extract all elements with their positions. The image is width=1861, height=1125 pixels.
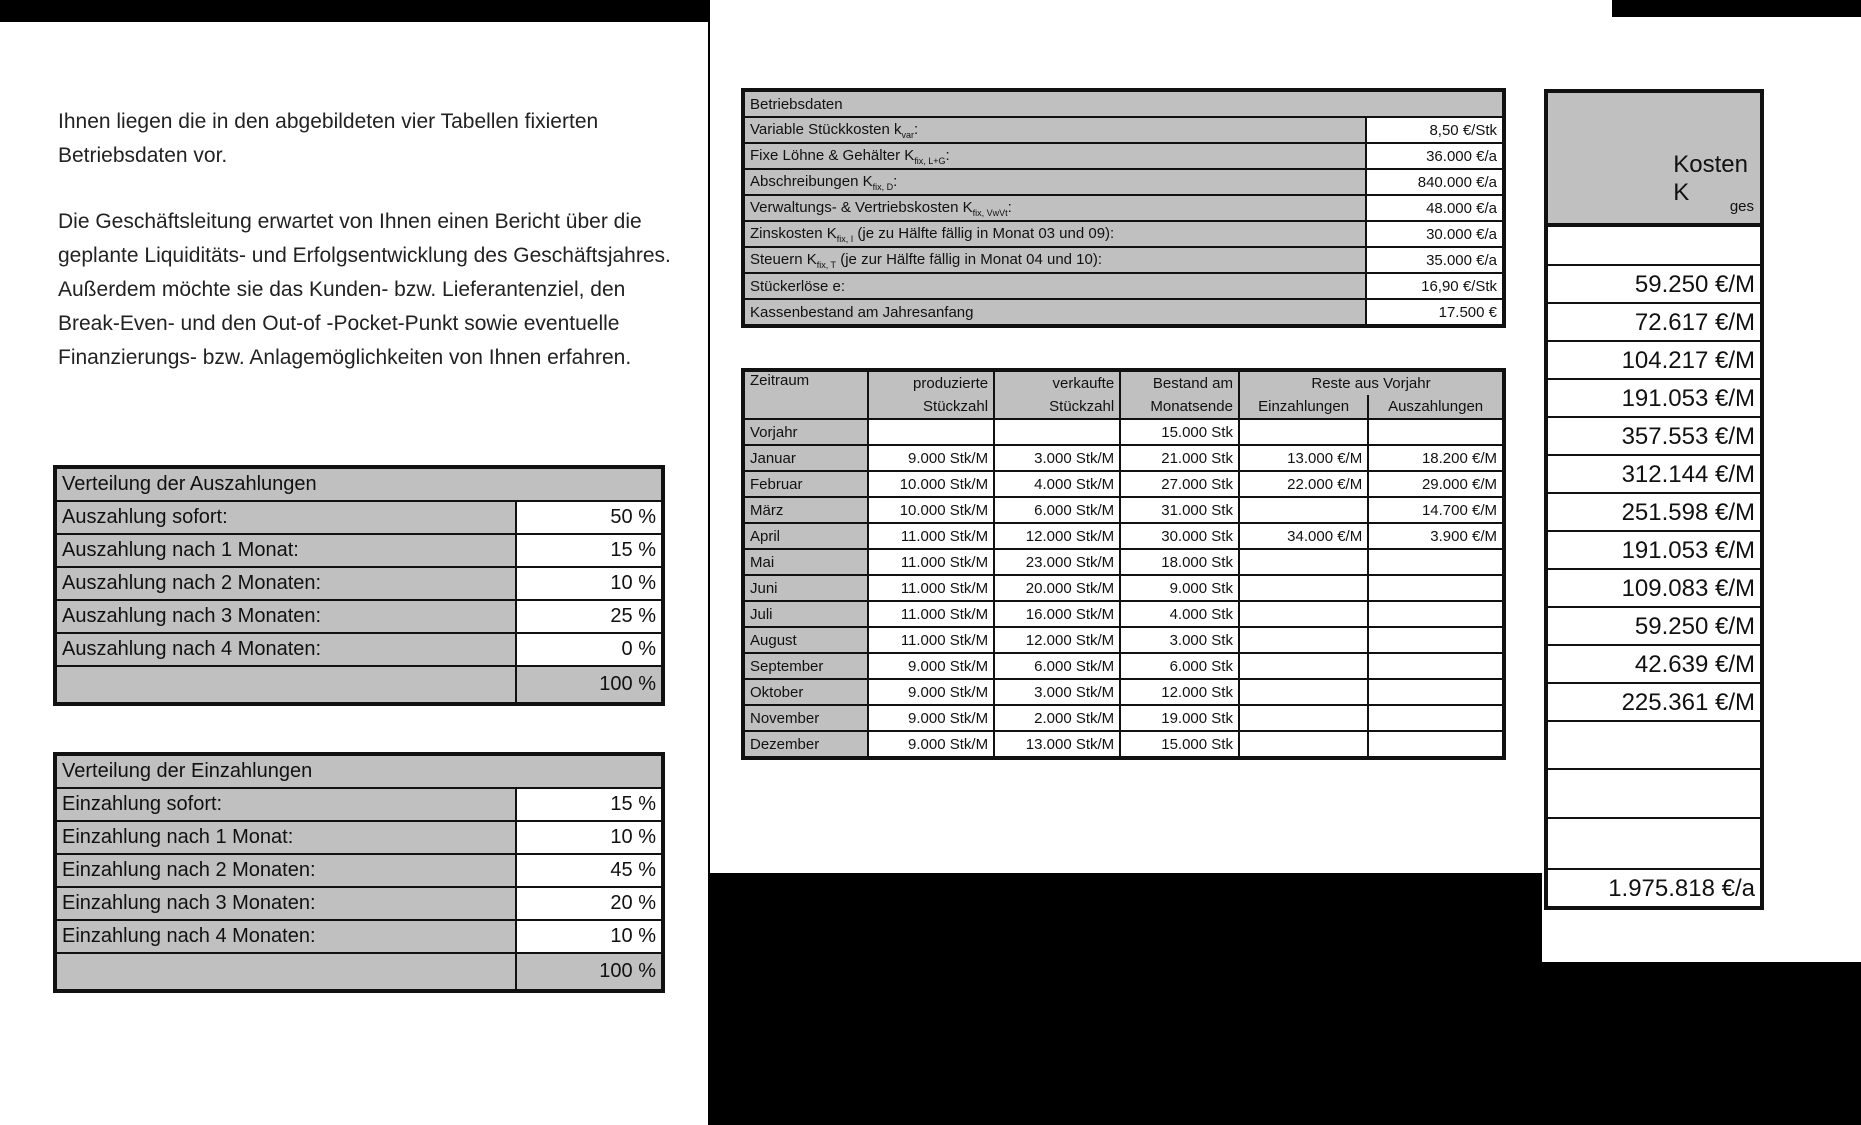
in-cell [1239,653,1368,679]
row-value: 15 % [516,788,663,821]
table-row [743,471,1504,497]
out-cell: 18.200 €/M [1368,445,1504,471]
table-row [743,601,1504,627]
in-cell: 22.000 €/M [1239,471,1368,497]
sold-cell: 23.000 Stk/M [994,549,1120,575]
intro-paragraph-2: Die Geschäftsleitung erwartet von Ihnen einen Bericht über die geplante Liquiditäts- und Erfolgsentwicklung des Geschäftsjahres. Außerdem möchte sie das Kunden- bzw. Lieferantenziel, den Break-Even- und den Out-of -Pocket-Punkt sowie eventuelle Finanzierungs- bzw. Anlagemöglichkeiten von Ihnen erfahren. [58,210,671,369]
auszahlungen-total: 100 % [516,666,663,704]
row-label: Stückerlöse e: [743,273,1366,299]
table-row [55,534,663,567]
in-cell: 34.000 €/M [1239,523,1368,549]
row-label: Auszahlung nach 2 Monaten: [55,567,516,600]
label-text: Zinskosten K [750,224,837,242]
month-cell: Dezember [743,731,868,758]
row-value: 17.500 € [1366,299,1504,326]
table-row [743,117,1504,143]
kosten-cell [1548,227,1760,266]
month-cell: April [743,523,868,549]
row-label: Kassenbestand am Jahresanfang [743,299,1366,326]
month-cell: März [743,497,868,523]
row-value: 8,50 €/Stk [1366,117,1504,143]
out-cell [1368,575,1504,601]
table-row [743,575,1504,601]
prod-cell: 11.000 Stk/M [868,549,994,575]
in-cell [1239,549,1368,575]
row-value: 10 % [516,821,663,854]
table-row [743,679,1504,705]
row-label: Einzahlung nach 2 Monaten: [55,854,516,887]
month-cell: Mai [743,549,868,575]
label-text: Fixe Löhne & Gehälter K [750,146,915,164]
sold-cell: 20.000 Stk/M [994,575,1120,601]
kosten-cell: 191.053 €/M [1548,532,1760,570]
kosten-cell: 42.639 €/M [1548,646,1760,684]
month-cell: September [743,653,868,679]
table-row [743,731,1504,758]
table-row [743,445,1504,471]
label-sub: fix, L+G [914,155,946,166]
label-sub: fix, D [872,181,894,192]
monthly-body [743,419,1504,758]
month-cell: Juli [743,601,868,627]
table-row [743,653,1504,679]
table-row [743,705,1504,731]
stock-cell: 19.000 Stk [1120,705,1239,731]
table-row [743,221,1504,247]
out-cell: 3.900 €/M [1368,523,1504,549]
monthly-table [741,368,1506,760]
row-label [743,143,1366,169]
row-label: Auszahlung nach 1 Monat: [55,534,516,567]
sold-cell: 3.000 Stk/M [994,445,1120,471]
header-zeitraum: Zeitraum [743,370,868,419]
table-row [55,633,663,666]
out-cell: 29.000 €/M [1368,471,1504,497]
table-row [55,600,663,633]
table-row [743,247,1504,273]
table-row [55,887,663,920]
in-cell [1239,419,1368,445]
stock-cell: 30.000 Stk [1120,523,1239,549]
row-label [743,221,1366,247]
prod-cell: 9.000 Stk/M [868,679,994,705]
prod-cell: 11.000 Stk/M [868,575,994,601]
kosten-table [1544,89,1764,910]
label-sub: fix, VwVt [972,207,1008,218]
kosten-cell: 59.250 €/M [1548,608,1760,646]
row-label [743,247,1366,273]
prod-cell: 9.000 Stk/M [868,731,994,758]
header-prod-1: produzierte [868,370,994,395]
total-label [55,953,516,991]
label-suffix: : [913,120,919,138]
row-value: 50 % [516,501,663,534]
month-cell: Juni [743,575,868,601]
table-row [743,169,1504,195]
label-suffix: : [893,172,898,190]
table-row [743,497,1504,523]
row-value: 16,90 €/Stk [1366,273,1504,299]
kosten-header-label [1673,151,1754,215]
in-cell [1239,575,1368,601]
in-cell [1239,731,1368,758]
table-row [743,627,1504,653]
kosten-cell: 251.598 €/M [1548,494,1760,532]
out-cell [1368,679,1504,705]
label-text: Steuern K [750,250,817,268]
month-cell: Januar [743,445,868,471]
header-best-2: Monatsende [1120,395,1239,419]
sold-cell: 12.000 Stk/M [994,627,1120,653]
prod-cell: 10.000 Stk/M [868,497,994,523]
stock-cell: 15.000 Stk [1120,731,1239,758]
einzahlungen-total: 100 % [516,953,663,991]
prod-cell: 11.000 Stk/M [868,523,994,549]
intro-paragraph-1: Ihnen liegen die in den abgebildeten vier Tabellen fixierten Betriebsdaten vor. [58,110,599,167]
row-label [743,117,1366,143]
row-value: 25 % [516,600,663,633]
kosten-cell: 191.053 €/M [1548,380,1760,418]
kosten-header-sub: ges [1729,198,1754,215]
label-suffix: (je zu Hälfte fällig in Monat 03 und 09): [853,224,1115,242]
sold-cell: 12.000 Stk/M [994,523,1120,549]
sold-cell: 2.000 Stk/M [994,705,1120,731]
row-value: 15 % [516,534,663,567]
auszahlungen-title: Verteilung der Auszahlungen [55,467,663,501]
auszahlungen-table [53,465,665,706]
kosten-cell [1548,722,1760,770]
row-value: 48.000 €/a [1366,195,1504,221]
prod-cell: 9.000 Stk/M [868,705,994,731]
row-label: Einzahlung nach 3 Monaten: [55,887,516,920]
kosten-cell: 72.617 €/M [1548,304,1760,342]
row-value: 10 % [516,567,663,600]
month-cell: November [743,705,868,731]
out-cell [1368,419,1504,445]
label-text: Verwaltungs- & Vertriebskosten K [750,198,973,216]
kosten-cell: 109.083 €/M [1548,570,1760,608]
kosten-cell [1548,770,1760,819]
header-verk-1: verkaufte [994,370,1120,395]
row-value: 45 % [516,854,663,887]
label-text: Abschreibungen K [750,172,873,190]
out-cell [1368,653,1504,679]
sold-cell [994,419,1120,445]
label-suffix: : [1007,198,1012,216]
table-row [743,549,1504,575]
row-value: 0 % [516,633,663,666]
kosten-cells [1548,227,1760,868]
stock-cell: 31.000 Stk [1120,497,1239,523]
prod-cell: 11.000 Stk/M [868,601,994,627]
prod-cell: 10.000 Stk/M [868,471,994,497]
table-row [55,920,663,953]
sold-cell: 6.000 Stk/M [994,653,1120,679]
row-label: Auszahlung nach 4 Monaten: [55,633,516,666]
out-cell [1368,549,1504,575]
prod-cell: 9.000 Stk/M [868,445,994,471]
in-cell: 13.000 €/M [1239,445,1368,471]
prod-cell: 11.000 Stk/M [868,627,994,653]
header-best-1: Bestand am [1120,370,1239,395]
out-cell [1368,627,1504,653]
stock-cell: 4.000 Stk [1120,601,1239,627]
row-value: 840.000 €/a [1366,169,1504,195]
total-label [55,666,516,704]
header-einzahlungen: Einzahlungen [1239,395,1368,419]
einzahlungen-table [53,752,665,993]
stock-cell: 12.000 Stk [1120,679,1239,705]
row-label: Einzahlung sofort: [55,788,516,821]
row-value: 30.000 €/a [1366,221,1504,247]
out-cell: 14.700 €/M [1368,497,1504,523]
in-cell [1239,705,1368,731]
row-value: 36.000 €/a [1366,143,1504,169]
sold-cell: 16.000 Stk/M [994,601,1120,627]
betriebsdaten-table [741,88,1506,328]
right-page-top [1542,0,1612,17]
stock-cell: 3.000 Stk [1120,627,1239,653]
in-cell [1239,497,1368,523]
kosten-header [1548,93,1760,227]
kosten-total: 1.975.818 €/a [1548,868,1760,906]
table-row [743,523,1504,549]
table-row [743,419,1504,445]
label-sub: fix, I [836,233,854,244]
table-row [55,854,663,887]
sold-cell: 13.000 Stk/M [994,731,1120,758]
row-value: 20 % [516,887,663,920]
table-row [743,143,1504,169]
table-row [55,501,663,534]
row-label [743,169,1366,195]
label-suffix: (je zur Hälfte fällig in Monat 04 und 10): [836,250,1103,268]
kosten-cell: 225.361 €/M [1548,684,1760,722]
sold-cell: 3.000 Stk/M [994,679,1120,705]
label-suffix: : [945,146,950,164]
header-auszahlungen: Auszahlungen [1368,395,1504,419]
stock-cell: 18.000 Stk [1120,549,1239,575]
label-sub: var [901,129,914,140]
in-cell [1239,679,1368,705]
row-label: Auszahlung nach 3 Monaten: [55,600,516,633]
kosten-cell: 312.144 €/M [1548,456,1760,494]
in-cell [1239,601,1368,627]
row-label [743,195,1366,221]
prod-cell [868,419,994,445]
out-cell [1368,731,1504,758]
stock-cell: 15.000 Stk [1120,419,1239,445]
label-text: Variable Stückkosten k [750,120,902,138]
sold-cell: 4.000 Stk/M [994,471,1120,497]
header-prod-2: Stückzahl [868,395,994,419]
month-cell: Oktober [743,679,868,705]
einzahlungen-title: Verteilung der Einzahlungen [55,754,663,788]
kosten-cell: 104.217 €/M [1548,342,1760,380]
table-row [743,195,1504,221]
stock-cell: 6.000 Stk [1120,653,1239,679]
label-sub: fix, T [816,259,837,270]
row-label: Auszahlung sofort: [55,501,516,534]
month-cell: Vorjahr [743,419,868,445]
out-cell [1368,601,1504,627]
table-row [55,788,663,821]
row-label: Einzahlung nach 1 Monat: [55,821,516,854]
kosten-cell: 357.553 €/M [1548,418,1760,456]
row-value: 10 % [516,920,663,953]
table-row [55,567,663,600]
month-cell: Februar [743,471,868,497]
stock-cell: 9.000 Stk [1120,575,1239,601]
table-row [743,299,1504,326]
row-value: 35.000 €/a [1366,247,1504,273]
kosten-header-text: Kosten K [1673,151,1748,206]
table-row [743,273,1504,299]
in-cell [1239,627,1368,653]
table-row [55,821,663,854]
header-verk-2: Stückzahl [994,395,1120,419]
out-cell [1368,705,1504,731]
betriebsdaten-title: Betriebsdaten [743,90,1504,117]
prod-cell: 9.000 Stk/M [868,653,994,679]
row-label: Einzahlung nach 4 Monaten: [55,920,516,953]
kosten-cell [1548,819,1760,868]
sold-cell: 6.000 Stk/M [994,497,1120,523]
month-cell: August [743,627,868,653]
stock-cell: 27.000 Stk [1120,471,1239,497]
intro-text [58,105,678,407]
kosten-cell: 59.250 €/M [1548,266,1760,304]
header-reste: Reste aus Vorjahr [1239,370,1504,395]
stock-cell: 21.000 Stk [1120,445,1239,471]
